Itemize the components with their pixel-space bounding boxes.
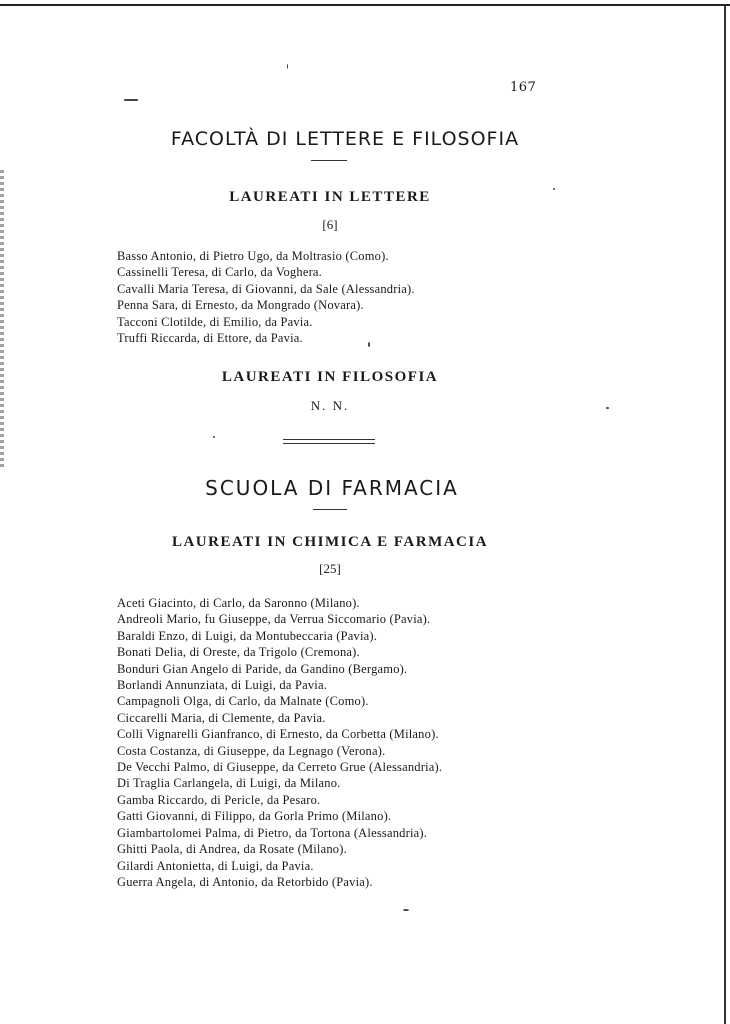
faculty-heading: FACOLTÀ DI LETTERE E FILOSOFIA (170, 128, 520, 150)
list-item: Gamba Riccardo, di Pericle, da Pesaro. (117, 792, 321, 807)
list-item: Guerra Angela, di Antonio, da Retorbido (Pavia). (117, 874, 373, 889)
list-item: Penna Sara, di Ernesto, da Mongrado (Novara). (117, 298, 364, 313)
list-item: Gatti Giovanni, di Filippo, da Gorla Primo (Milano). (117, 809, 392, 824)
list-item: Tacconi Clotilde, di Emilio, da Pavia. (117, 314, 313, 329)
scan-speck (368, 342, 370, 347)
farmacia-list (117, 595, 442, 890)
list-item: Andreoli Mario, fu Giuseppe, da Verrua Siccomario (Pavia). (117, 612, 431, 627)
list-item: Costa Costanza, di Giuseppe, da Legnago (Verona). (117, 743, 386, 758)
list-item: Bonati Delia, di Oreste, da Trigolo (Cremona). (117, 645, 360, 660)
section-double-rule-bottom (283, 443, 375, 444)
faculty-divider (311, 160, 347, 161)
scan-speck (553, 188, 555, 190)
list-item: Ghitti Paola, di Andrea, da Rosate (Milano). (117, 842, 347, 857)
list-item: Di Traglia Carlangela, di Luigi, da Milano. (117, 776, 341, 791)
page-top-edge (0, 4, 730, 6)
scan-speck (124, 99, 138, 101)
list-item: Giambartolomei Palma, di Pietro, da Tortona (Alessandria). (117, 825, 428, 840)
page-right-edge (724, 6, 726, 1024)
list-item: Gilardi Antonietta, di Luigi, da Pavia. (117, 858, 314, 873)
list-item: Truffi Riccarda, di Ettore, da Pavia. (117, 331, 303, 346)
page-number: 167 (510, 80, 537, 95)
page-left-binding (0, 170, 4, 470)
scan-speck (403, 909, 409, 911)
list-item: Cassinelli Teresa, di Carlo, da Voghera. (117, 265, 323, 280)
school-heading: SCUOLA DI FARMACIA (205, 476, 459, 500)
list-item: Cavalli Maria Teresa, di Giovanni, da Sale (Alessandria). (117, 281, 415, 296)
scan-speck (287, 64, 288, 69)
lettere-count: [6] (322, 217, 338, 232)
lettere-list (117, 248, 415, 346)
list-item: Basso Antonio, di Pietro Ugo, da Moltrasio (Como). (117, 249, 389, 263)
scan-speck (606, 407, 609, 409)
farmacia-count: [25] (319, 561, 341, 576)
lettere-heading: LAUREATI IN LETTERE (229, 189, 431, 205)
list-item: Aceti Giacinto, di Carlo, da Saronno (Milano). (117, 596, 360, 610)
list-item: Campagnoli Olga, di Carlo, da Malnate (Como). (117, 694, 369, 709)
list-item: Colli Vignarelli Gianfranco, di Ernesto, da Corbetta (Milano). (117, 727, 439, 742)
school-divider (313, 509, 347, 510)
section-double-rule-top (283, 439, 375, 440)
list-item: Ciccarelli Maria, di Clemente, da Pavia. (117, 710, 326, 725)
list-item: Borlandi Annunziata, di Luigi, da Pavia. (117, 678, 328, 693)
filosofia-value: N. N. (310, 398, 350, 413)
farmacia-heading: LAUREATI IN CHIMICA E FARMACIA (171, 534, 489, 550)
scan-speck (213, 436, 215, 438)
list-item: De Vecchi Palmo, di Giuseppe, da Cerreto Grue (Alessandria). (117, 760, 443, 775)
list-item: Baraldi Enzo, di Luigi, da Montubeccaria (Pavia). (117, 628, 378, 643)
filosofia-heading: LAUREATI IN FILOSOFIA (221, 369, 439, 385)
list-item: Bonduri Gian Angelo di Paride, da Gandino (Bergamo). (117, 661, 408, 676)
